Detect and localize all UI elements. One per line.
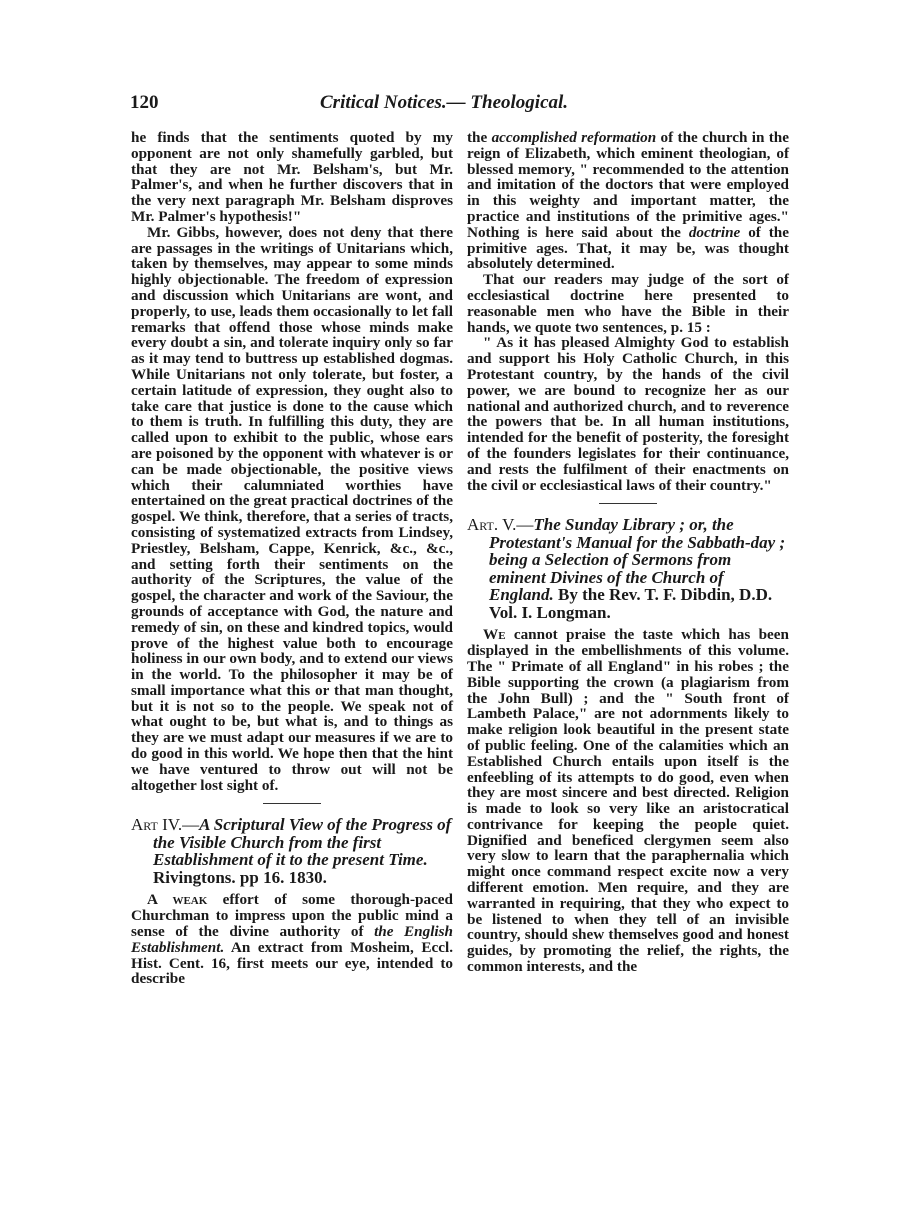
text-run: An extract from Mosheim, Eccl. Hist. Cent. 16, first meets our eye, intended to describe — [131, 938, 453, 988]
paragraph: Mr. Gibbs, however, does not deny that there are passages in the writings of Unitarians which, taken by themselves, may appear to some minds highly objectionable. The freedom of expression and discussion which Unitarians are wont, and properly, to use, leads them occasionally to let fall remarks that offend those whose minds make every doubt a sin, and tolerate inquiry only so far as it may tend to buttress up established dogmas. While Unitarians not only tolerate, but foster, a certain latitude of expression, they ought also to take care that justice is done to the cause which to them is truth. In fulfilling this duty, they are called upon to exhibit to the public, whose ears are poisoned by the opponent with whatever is or can be made objectionable, the positive views which their calumniated worthies have entertained on the great practical doctrines of the gospel. We think, therefore, that a series of tracts, consisting of systematized extracts from Lindsey, Priestley, Belsham, Cappe, Kenrick, &c., &c., and setting forth their sentiments on the authority of the Scriptures, the value of the gospel, the character and work of the Saviour, the grounds of acceptance with God, the nature and remedy of sin, on these and kindred topics, would prove of the highest value both to encourage holiness in our own body, and to extend our views in the world. To the philosopher it may be of small importance what this or that man thought, but it is not so to the people. We speak not of what ought to be, but what is, and to things as they are we must adapt our measures if we are to do good in this world. We hope then that the hint we have ventured to throw out will not be altogether lost sight of. — [131, 223, 453, 794]
article-label: Art. V.— — [467, 515, 534, 535]
paragraph — [467, 130, 789, 272]
left-column — [131, 130, 453, 987]
paragraph: That our readers may judge of the sort of ecclesiastical doctrine here presented to reasonable men who have the Bible in their hands, we quote two sentences, p. 15 : — [467, 271, 789, 336]
page-number: 120 — [130, 92, 159, 113]
article-label: Art IV.— — [131, 815, 200, 835]
paragraph — [467, 627, 789, 975]
text-run: of the church in the reign of Elizabeth, which eminent theologian, of blessed memory, " recommended to the attention and imitation of the doctors that were employed in this weighty and important matter, the practice and institutions of the primitive ages." Nothing is here said about the — [467, 129, 789, 241]
emphasis: the English Establishment. — [131, 923, 453, 956]
emphasis: accomplished reformation — [491, 129, 657, 146]
text-run: the — [467, 129, 492, 146]
article-title: The Sunday Library ; or, the Protestant's Manual for the Sabbath-day ; being a Selection of Sermons from eminent Divines of the Church of England. — [489, 515, 786, 605]
article-heading — [467, 516, 789, 621]
article-publisher: Rivingtons. pp 16. 1830. — [153, 867, 327, 887]
article-heading — [131, 816, 453, 886]
text-run: of the primitive ages. That, it may be, was thought absolutely determined. — [467, 223, 789, 273]
paragraph — [131, 892, 453, 987]
lead-word: A weak — [147, 891, 208, 909]
article-title: A Scriptural View of the Progress of the Visible Church from the first Establishment of it to the present Time. — [153, 815, 452, 870]
right-column — [467, 130, 789, 975]
article-publisher: By the Rev. T. F. Dibdin, D.D. Vol. I. Longman. — [489, 585, 773, 622]
lead-word: We — [483, 626, 506, 644]
page-header — [130, 92, 790, 120]
text-run: cannot praise the taste which has been displayed in the embellishments of this volume. The " Primate of all England" in his robes ; the Bible supporting the crown (a plagiarism from the John Bull) ; and the " South front of Lambeth Palace," are not adornments likely to make religion look beautiful in the present state of public feeling. One of the calamities which an Established Church entails upon itself is the enfeebling of its attempts to do good, even when they are most sincere and best directed. Religion is made to look so very like an aristocratical contrivance for keeping the people quiet. Dignified and beneficed clergymen seem also very slow to learn that the paraphernalia which might once command respect excite now a very different emotion. Men require, and they are warranted in requiring, that they who expect to be listened to when they tell of an invisible country, should shew themselves good and honest guides, by promoting the relief, the rights, the common interests, and the — [467, 626, 789, 976]
emphasis: doctrine — [688, 223, 741, 241]
running-head: Critical Notices.— Theological. — [320, 92, 569, 113]
quotation: " As it has pleased Almighty God to establish and support his Holy Catholic Church, in this Protestant country, by the hands of the civil power, we are bound to recognize her as our national and authorized church, and to reverence the powers that be. In all human institutions, intended for the benefit of posterity, the foresight of the founders legislates for their continuance, and rests the fulfilment of their enactments on the civil or ecclesiastical laws of their country." — [467, 334, 789, 494]
section-divider — [263, 803, 321, 804]
section-divider — [599, 503, 657, 504]
text-run: effort of some thorough-paced Churchman to impress upon the public mind a sense of the divine authority of — [131, 891, 453, 941]
paragraph: he finds that the sentiments quoted by my opponent are not only shamefully garbled, but that they are not Mr. Belsham's, but Mr. Palmer's, and when he further discovers that in the very next paragraph Mr. Belsham disproves Mr. Palmer's hypothesis!" — [131, 129, 453, 225]
